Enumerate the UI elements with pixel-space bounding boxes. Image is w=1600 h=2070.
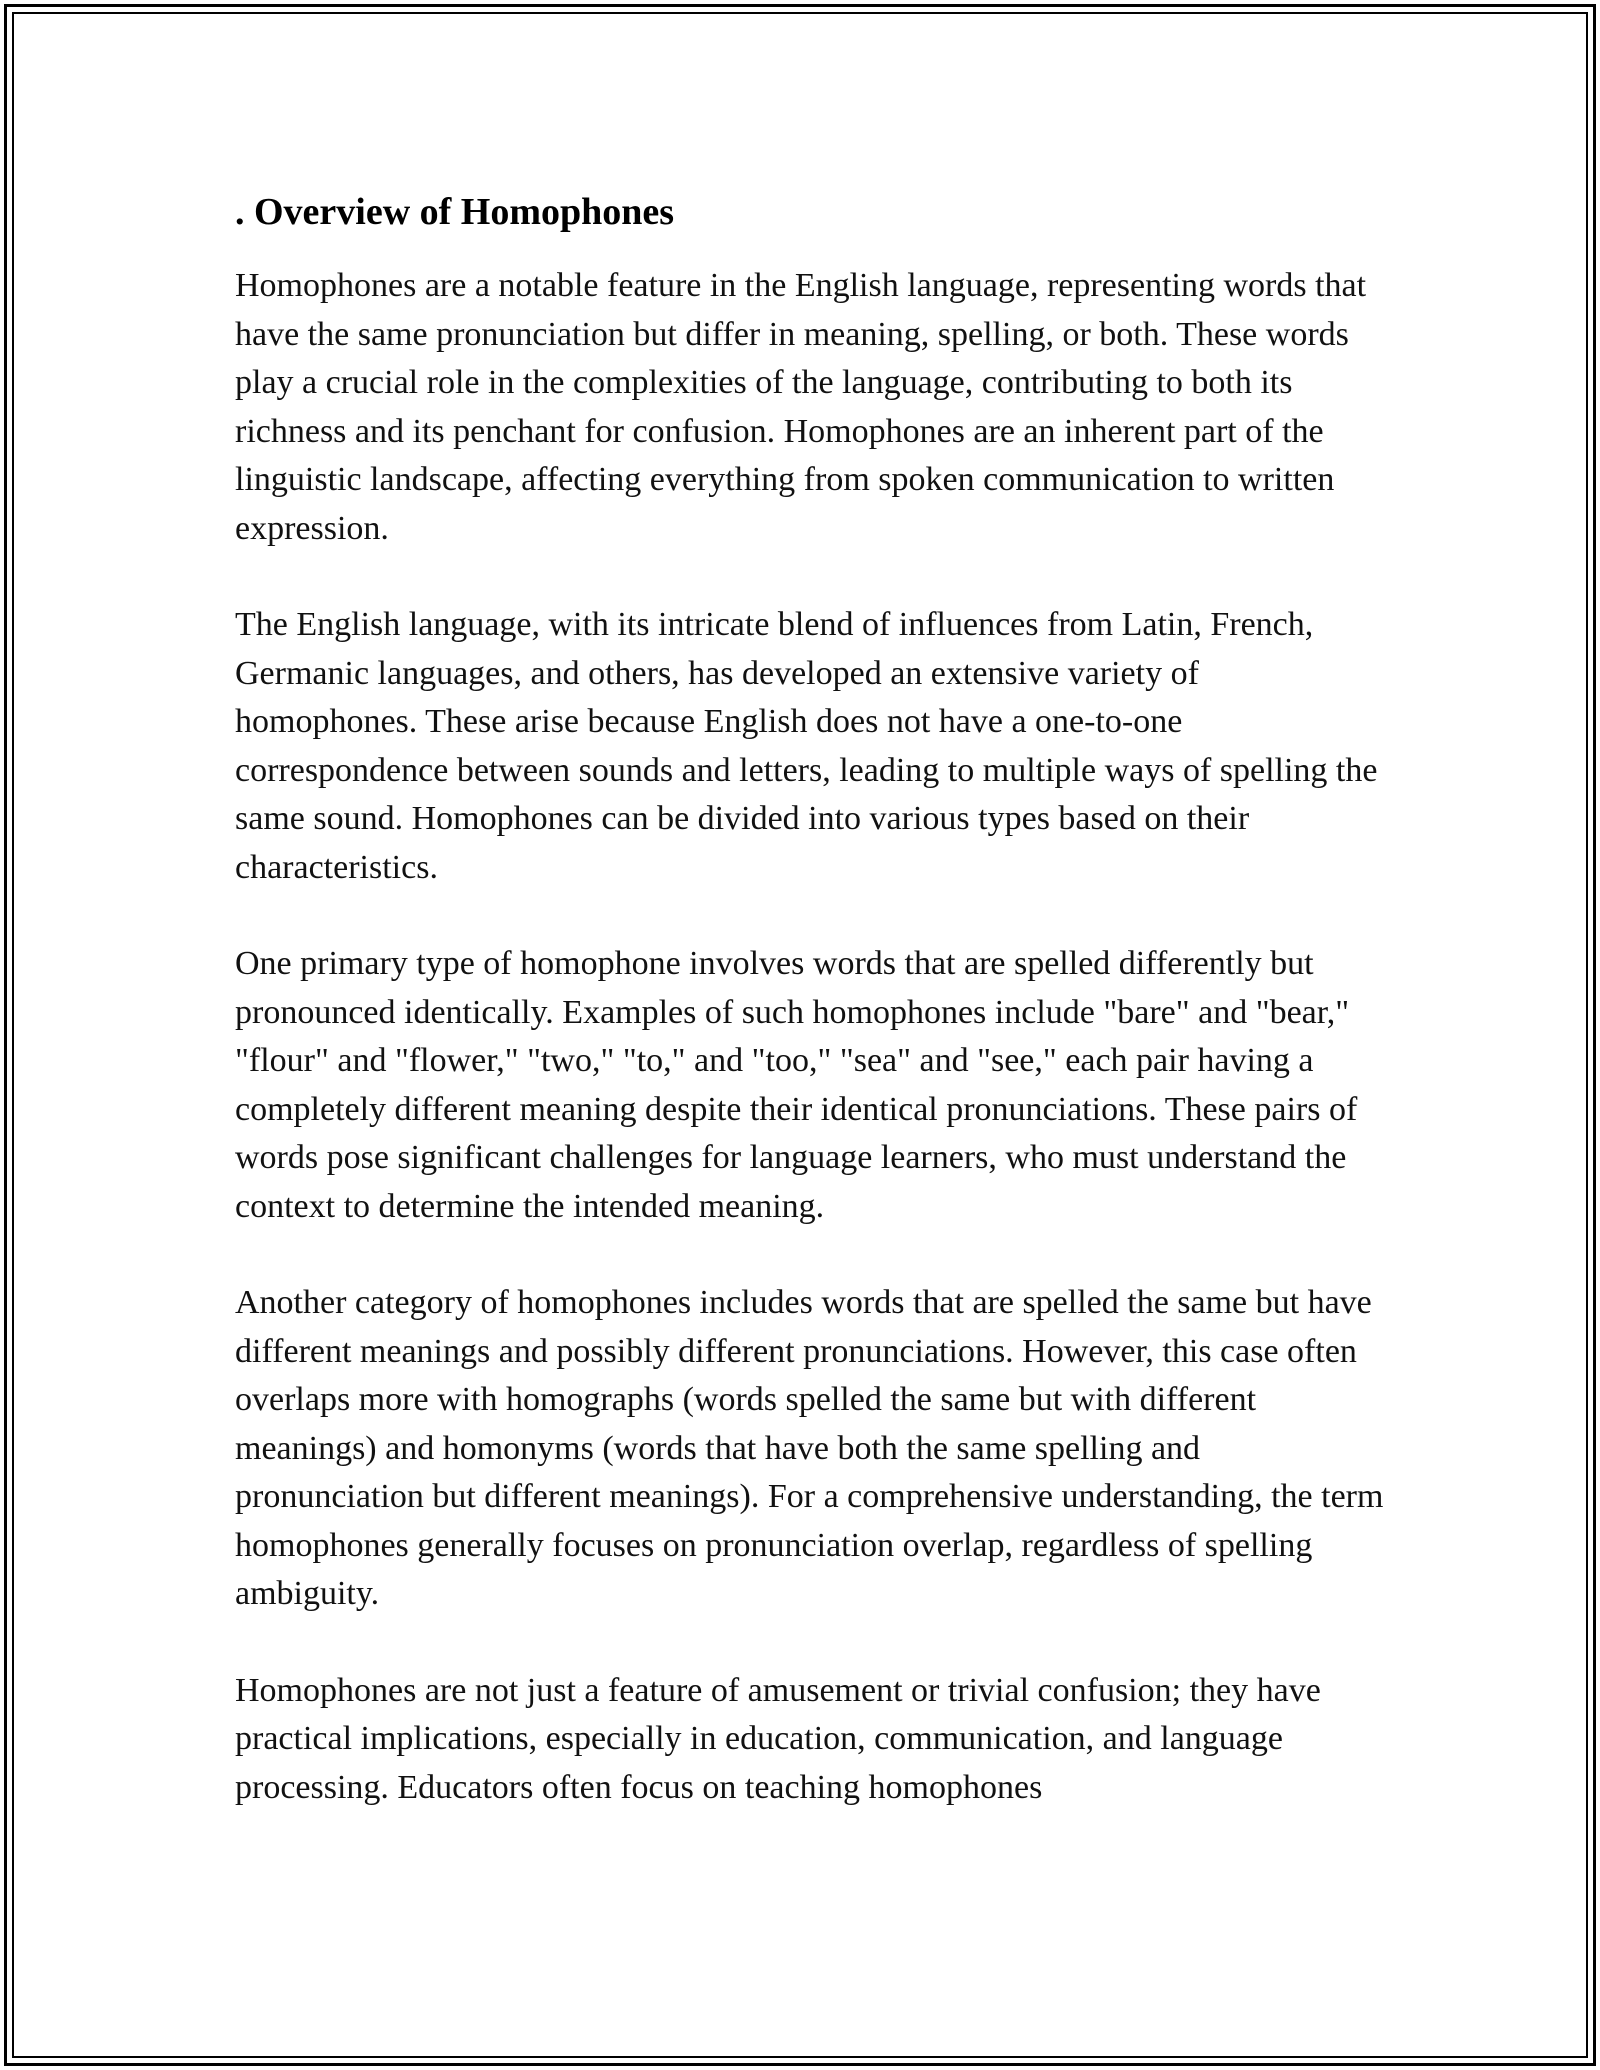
paragraph-5: Homophones are not just a feature of amusement or trivial confusion; they have practical implications, especially in education, communication, and language processing. Educators often focus on teaching homophones xyxy=(235,1671,1321,1806)
section-heading: . Overview of Homophones xyxy=(235,191,675,233)
paragraph-3: One primary type of homophone involves words that are spelled differently but pronounced identically. Examples of such homophones include "bare" and "bear," "flour" and "flower," "two," "to," and "too," "sea" and "see," each pair having a completely different meaning despite their identical pronunciations. These pairs of words pose significant challenges for language learners, who must understand the context to determine the intended meaning. xyxy=(235,945,1358,1225)
paragraph-2: The English language, with its intricate blend of influences from Latin, French, Germanic languages, and others, has developed an extensive variety of homophones. These arise because English does not have a one-to-one correspondence between sounds and letters, leading to multiple ways of spelling the same sound. Homophones can be divided into various types based on their characteristics. xyxy=(235,606,1378,886)
document-body xyxy=(235,188,1385,1812)
paragraph-1: Homophones are a notable feature in the English language, representing words that have the same pronunciation but differ in meaning, spelling, or both. These words play a crucial role in the complexities of the language, contributing to both its richness and its penchant for confusion. Homophones are an inherent part of the linguistic landscape, affecting everything from spoken communication to written expression. xyxy=(235,267,1367,547)
paragraph-4: Another category of homophones includes words that are spelled the same but have different meanings and possibly different pronunciations. However, this case often overlaps more with homographs (words spelled the same but with different meanings) and homonyms (words that have both the same spelling and pronunciation but different meanings). For a comprehensive understanding, the term homophones generally focuses on pronunciation overlap, regardless of spelling ambiguity. xyxy=(235,1284,1384,1612)
